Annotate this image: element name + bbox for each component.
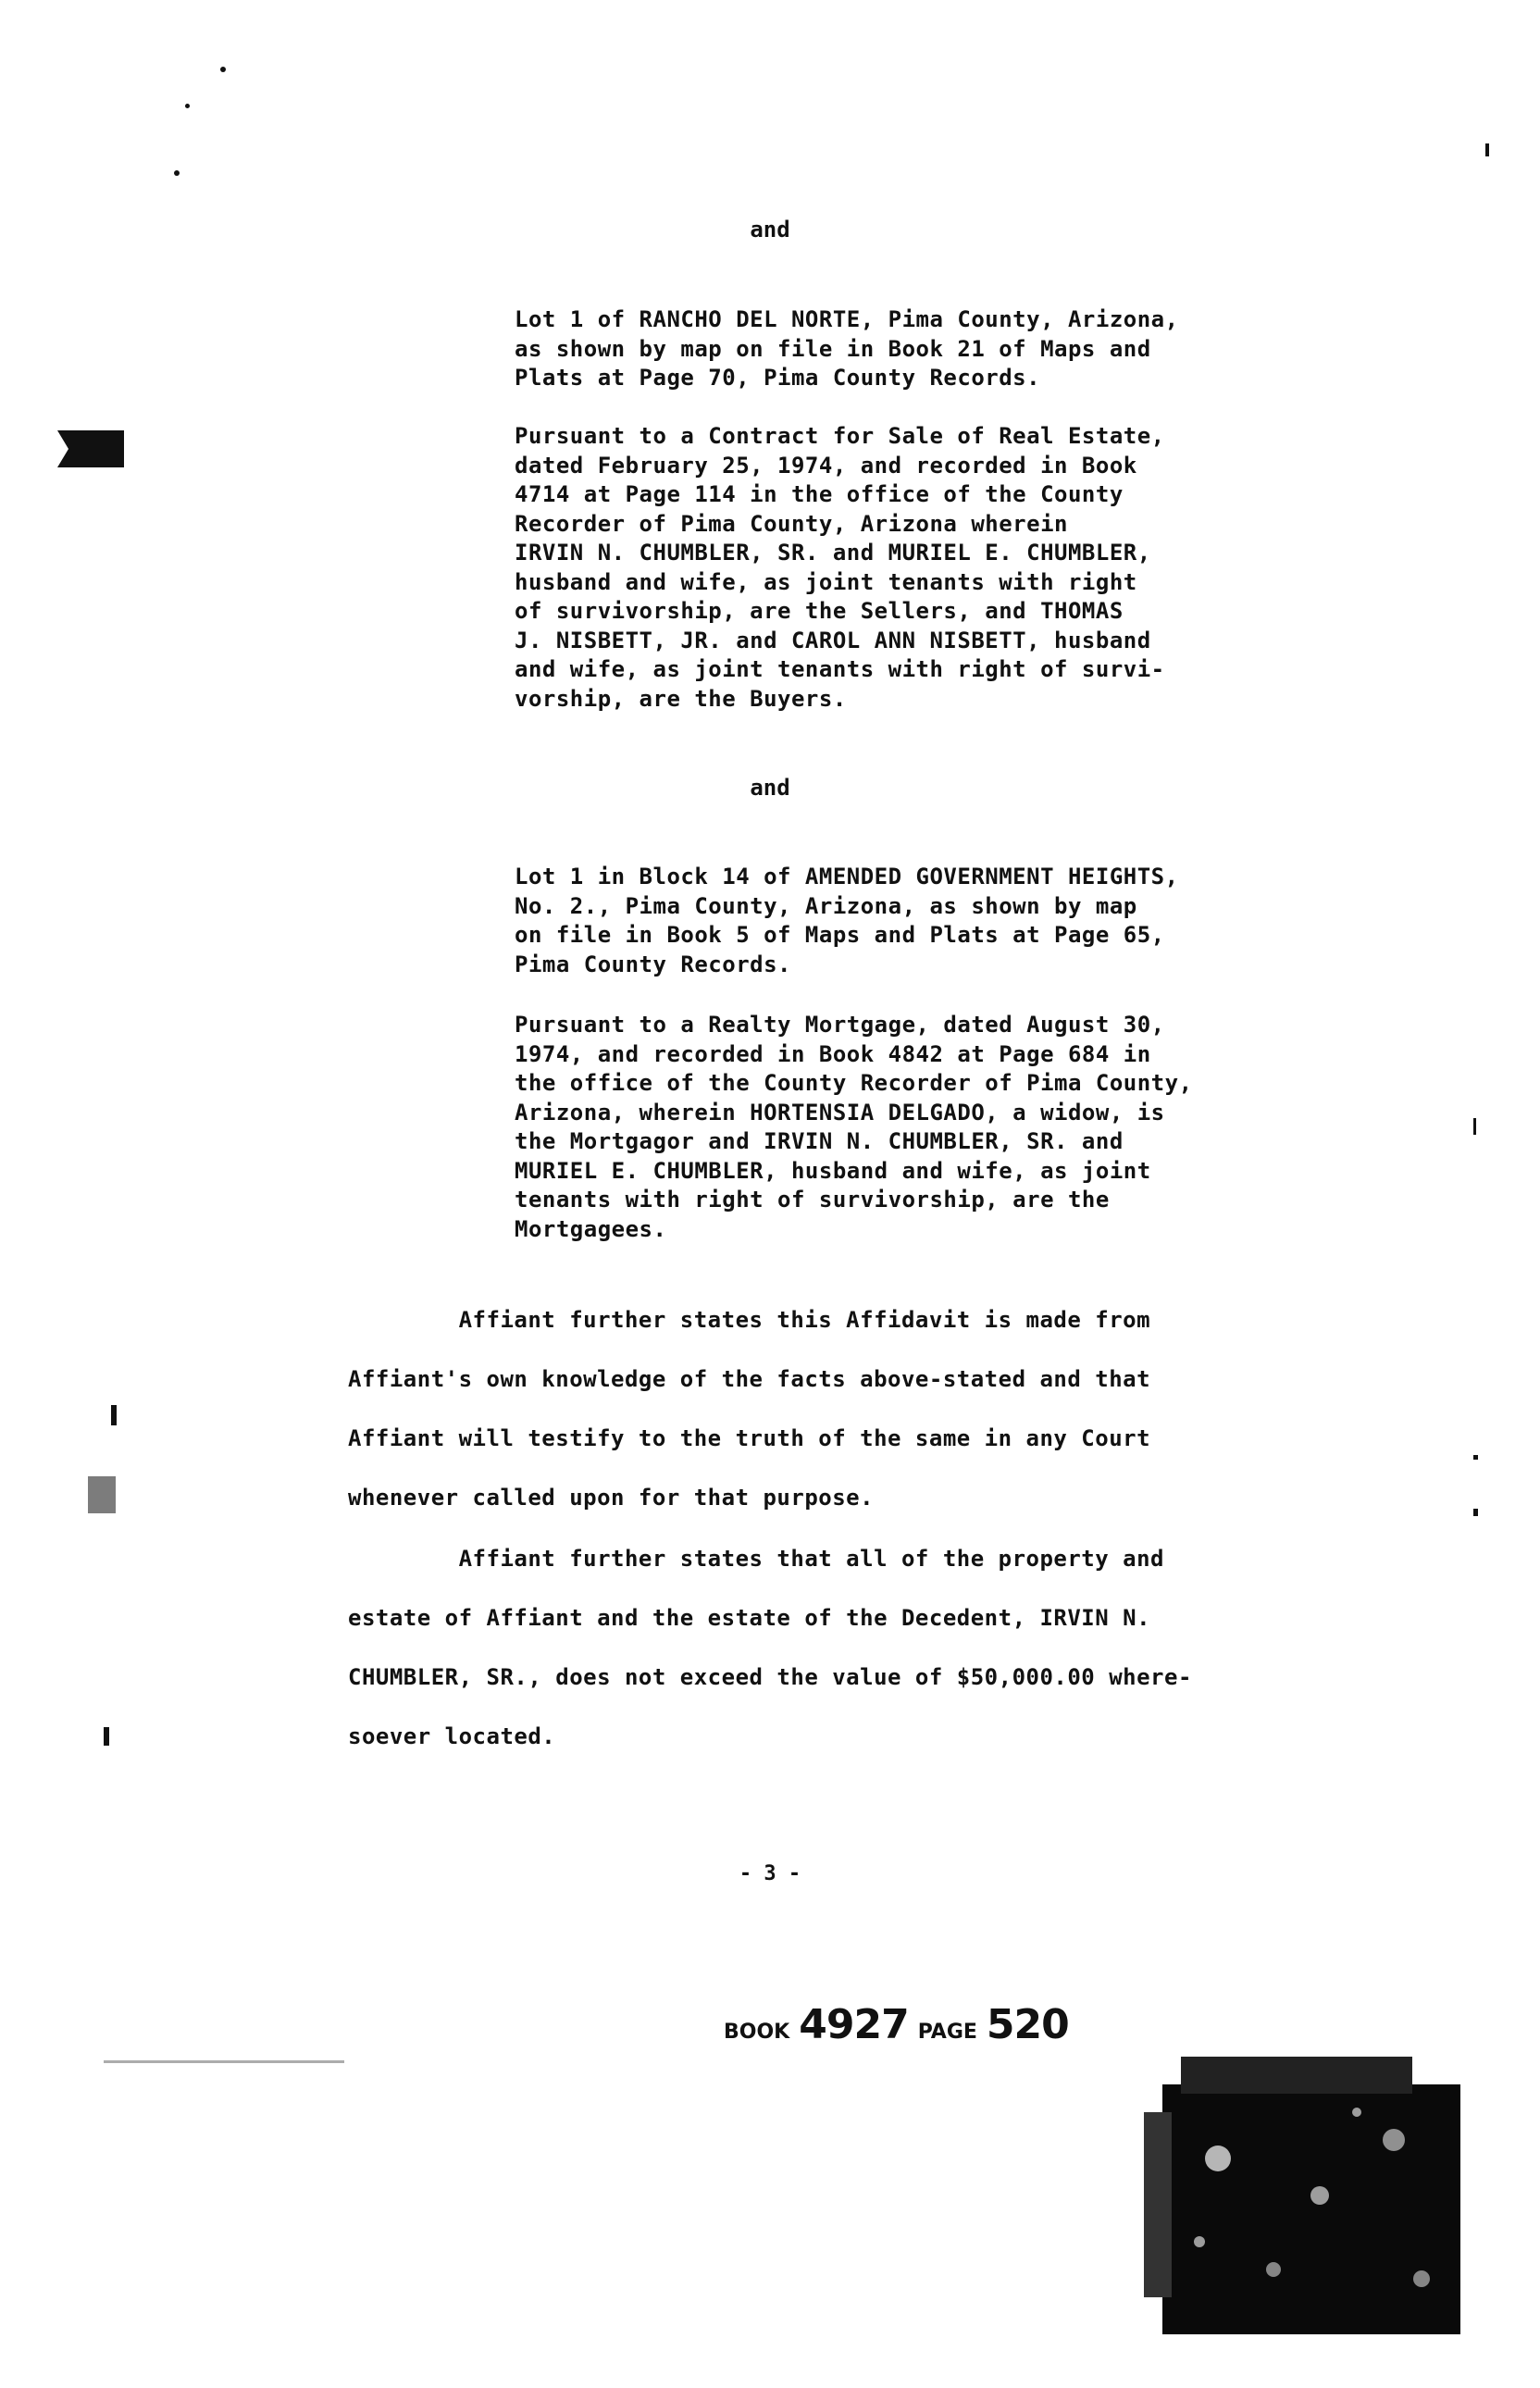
conjunction-and: and bbox=[750, 217, 790, 243]
document-tab-mark bbox=[57, 430, 124, 467]
text-line: Pursuant to a Realty Mortgage, dated August 30, bbox=[515, 1012, 1165, 1038]
book-number: 4927 bbox=[799, 2001, 909, 2048]
text-line: husband and wife, as joint tenants with right bbox=[515, 568, 1137, 595]
text-line: Affiant further states this Affidavit is made from bbox=[348, 1307, 1151, 1333]
text-line: Lot 1 in Block 14 of AMENDED GOVERNMENT HEIGHTS, bbox=[515, 864, 1179, 889]
page-number: - 3 - bbox=[739, 1862, 801, 1885]
text-line: on file in Book 5 of Maps and Plats at Page 65, bbox=[515, 922, 1165, 948]
text-line: 1974, and recorded in Book 4842 at Page 684 in bbox=[515, 1040, 1151, 1067]
scan-speck bbox=[104, 2060, 344, 2063]
text-line: tenants with right of survivorship, are the bbox=[515, 1187, 1110, 1213]
text-line: Affiant will testify to the truth of the same in any Court bbox=[348, 1425, 1151, 1451]
text-line: as shown by map on file in Book 21 of Maps and bbox=[515, 335, 1151, 362]
scan-speck bbox=[1473, 1455, 1478, 1460]
book-label: BOOK bbox=[724, 2021, 790, 2044]
text-line: dated February 25, 1974, and recorded in Book bbox=[515, 452, 1137, 479]
property-description-2 bbox=[515, 863, 1348, 979]
text-line: Arizona, wherein HORTENSIA DELGADO, a widow, is bbox=[515, 1099, 1165, 1126]
page-number-stamp: 520 bbox=[986, 2001, 1069, 2048]
text-line: of survivorship, are the Sellers, and THOMAS bbox=[515, 598, 1124, 624]
contract-paragraph bbox=[515, 422, 1348, 714]
scan-dark-patch bbox=[1144, 2057, 1460, 2334]
text-line: the Mortgagor and IRVIN N. CHUMBLER, SR. and bbox=[515, 1128, 1124, 1154]
scan-speck bbox=[1473, 1509, 1478, 1516]
conjunction-and: and bbox=[750, 775, 790, 801]
text-line: J. NISBETT, JR. and CAROL ANN NISBETT, husband bbox=[515, 627, 1151, 653]
text-line: Pima County Records. bbox=[515, 951, 791, 977]
text-line: Recorder of Pima County, Arizona wherein bbox=[515, 510, 1068, 537]
scan-speck bbox=[220, 67, 226, 72]
text-line: the office of the County Recorder of Pima County, bbox=[515, 1070, 1193, 1096]
scan-speck bbox=[104, 1727, 109, 1746]
scan-speck bbox=[88, 1476, 116, 1513]
scan-speck bbox=[1473, 1118, 1476, 1135]
text-line: IRVIN N. CHUMBLER, SR. and MURIEL E. CHUMBLER, bbox=[515, 540, 1151, 566]
text-line: CHUMBLER, SR., does not exceed the value of $50,000.00 where- bbox=[348, 1664, 1192, 1690]
mortgage-paragraph bbox=[515, 1011, 1348, 1244]
page-label: PAGE bbox=[917, 2021, 977, 2044]
text-line: Affiant's own knowledge of the facts above-stated and that bbox=[348, 1366, 1151, 1392]
text-line: estate of Affiant and the estate of the Decedent, IRVIN N. bbox=[348, 1605, 1151, 1631]
text-line: Plats at Page 70, Pima County Records. bbox=[515, 365, 1041, 391]
scan-speck bbox=[174, 170, 180, 176]
knowledge-paragraph bbox=[348, 1290, 1150, 1527]
scan-speck bbox=[1485, 143, 1489, 156]
property-description-1 bbox=[515, 305, 1348, 393]
text-line: Lot 1 of RANCHO DEL NORTE, Pima County, Arizona, bbox=[515, 306, 1179, 332]
recording-stamp bbox=[724, 2001, 1069, 2048]
text-line: Pursuant to a Contract for Sale of Real Estate, bbox=[515, 423, 1165, 449]
text-line: and wife, as joint tenants with right of survi- bbox=[515, 656, 1165, 682]
text-line: Affiant further states that all of the property and bbox=[348, 1546, 1165, 1572]
text-line: MURIEL E. CHUMBLER, husband and wife, as joint bbox=[515, 1157, 1151, 1184]
text-line: soever located. bbox=[348, 1723, 556, 1749]
scan-speck bbox=[185, 104, 190, 108]
text-line: Mortgagees. bbox=[515, 1215, 667, 1242]
estate-paragraph bbox=[348, 1529, 1192, 1766]
text-line: whenever called upon for that purpose. bbox=[348, 1485, 875, 1511]
text-line: No. 2., Pima County, Arizona, as shown by map bbox=[515, 892, 1137, 919]
text-line: vorship, are the Buyers. bbox=[515, 685, 847, 712]
scan-speck bbox=[111, 1405, 117, 1425]
text-line: 4714 at Page 114 in the office of the County bbox=[515, 481, 1124, 507]
